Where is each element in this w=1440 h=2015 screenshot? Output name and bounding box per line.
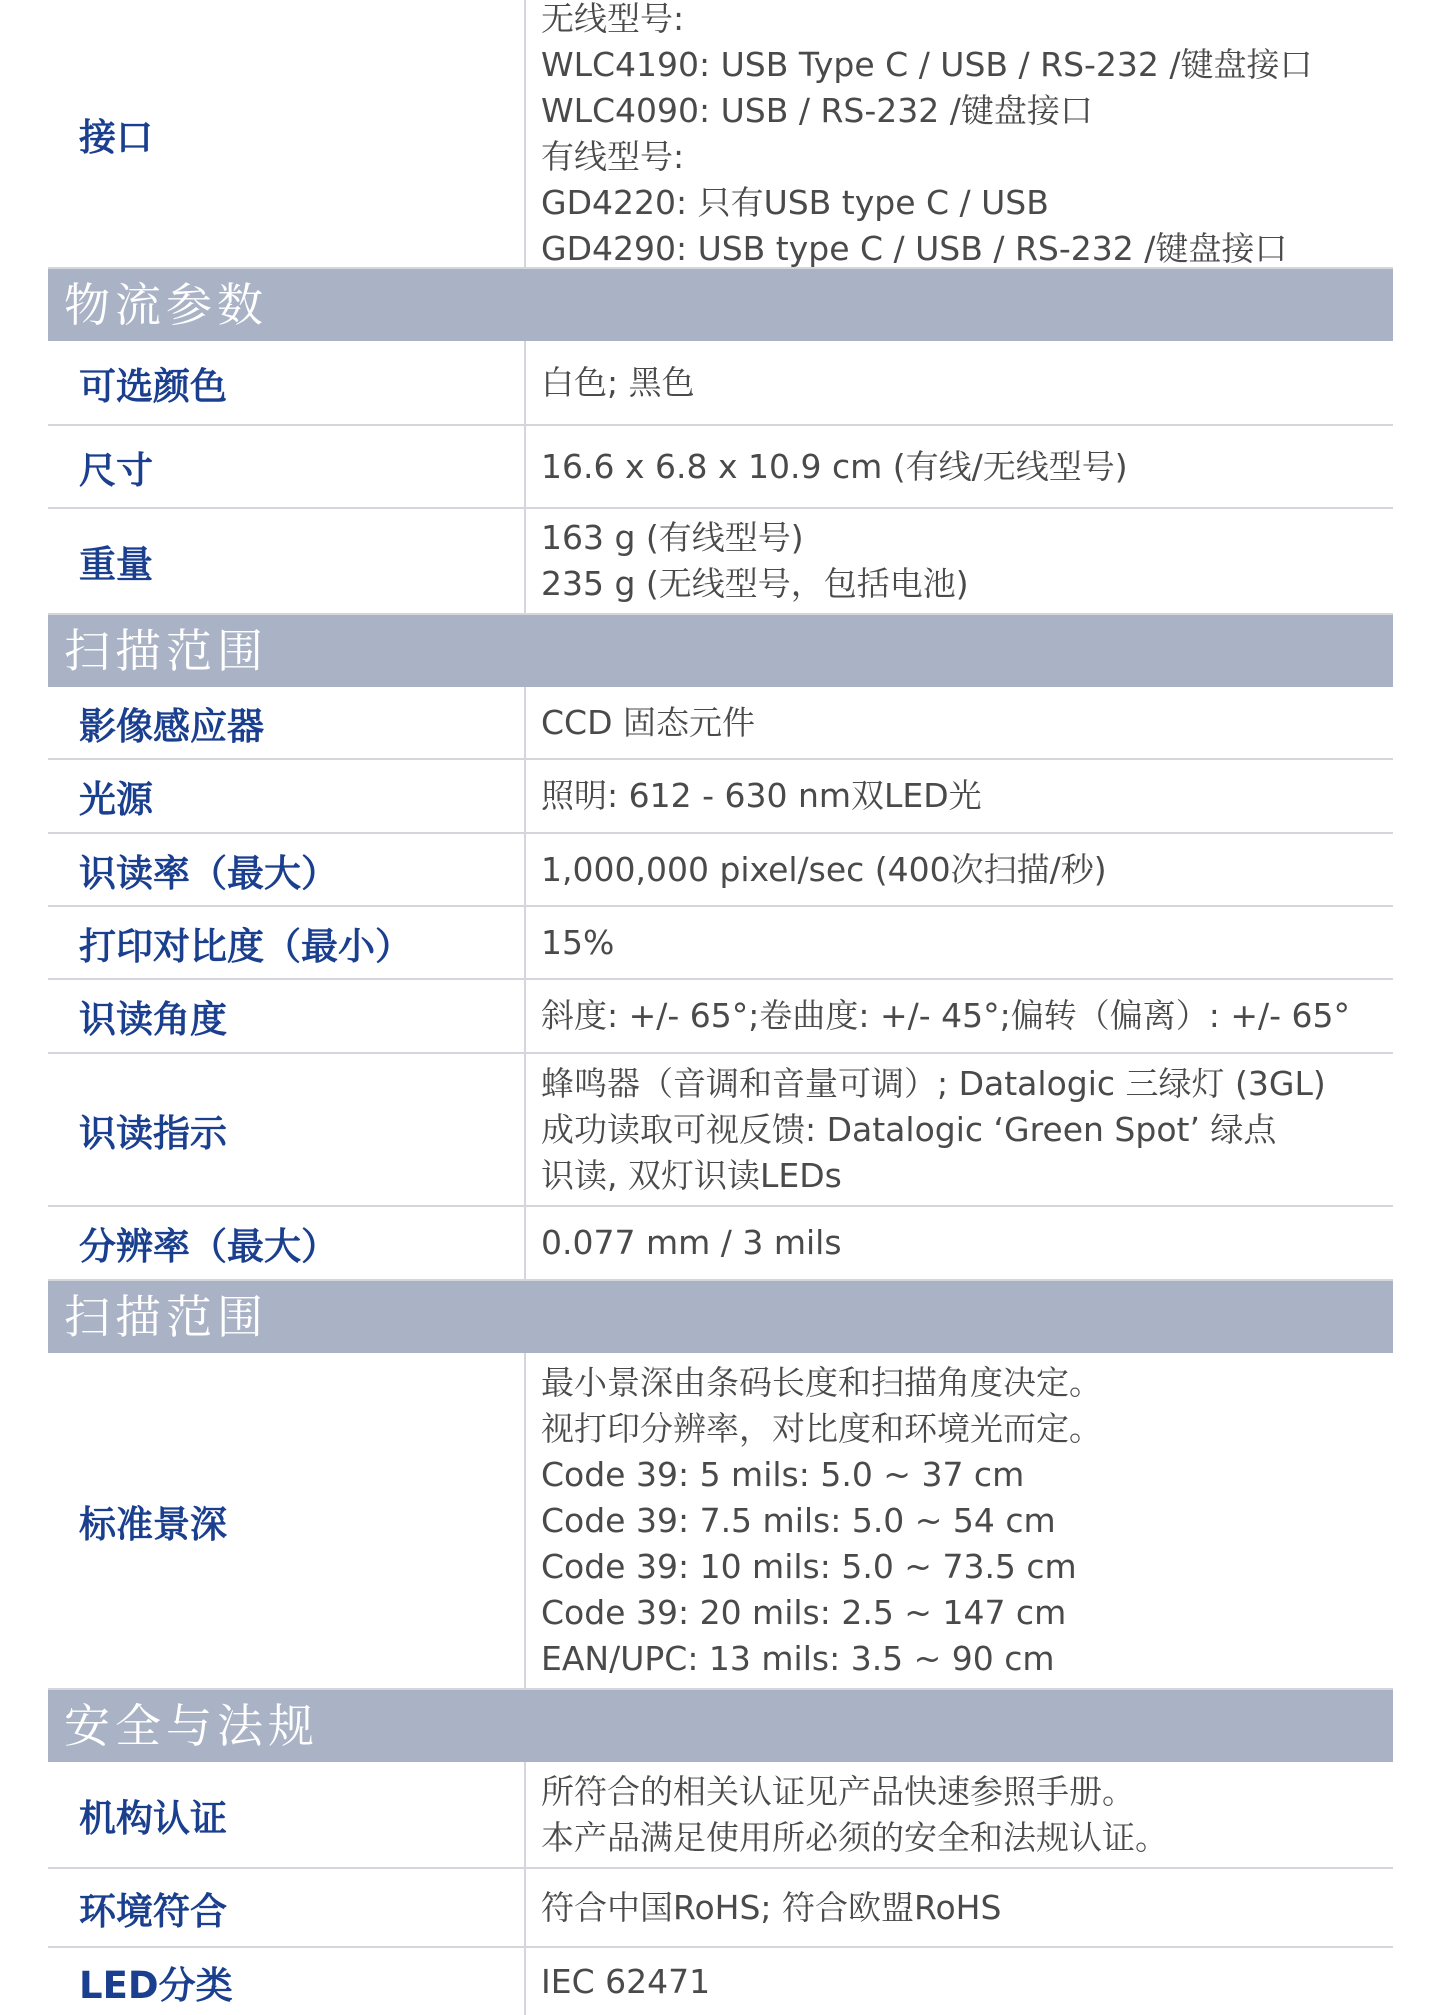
spec-row [48,1762,1393,1869]
spec-value [526,907,1393,978]
spec-label: 分辨率（最大） [48,1207,526,1279]
spec-label: 接口 [48,0,526,267]
spec-label: 光源 [48,760,526,832]
spec-row [48,0,1393,269]
spec-value [526,426,1393,507]
spec-value-line: WLC4190: USB Type C / USB / RS-232 /键盘接口 [541,44,1313,84]
spec-value-line: 235 g (无线型号，包括电池) [541,564,969,603]
spec-value-line: 1,000,000 pixel/sec (400次扫描/秒) [541,849,1107,889]
spec-value [526,1869,1393,1946]
spec-value-line: 最小景深由条码长度和扫描角度决定。 [541,1362,1102,1402]
spec-value-line: Code 39: 10 mils: 5.0 ~ 73.5 cm [541,1546,1077,1586]
section-header [48,615,1393,687]
spec-row [48,1207,1393,1281]
spec-row [48,1353,1393,1690]
spec-value-line: 所符合的相关认证见产品快速参照手册。 [541,1771,1135,1811]
spec-row [48,1948,1393,2015]
section-title: 扫描范围 [64,624,268,678]
section-title: 安全与法规 [64,1699,319,1753]
spec-value-line: 蜂鸣器（音调和音量可调）; Datalogic 三绿灯 (3GL) [541,1063,1326,1103]
spec-value-line: GD4290: USB type C / USB / RS-232 /键盘接口 [541,228,1288,268]
spec-value [526,509,1393,613]
spec-label: 标准景深 [48,1353,526,1688]
spec-row [48,509,1393,615]
spec-row [48,760,1393,834]
spec-value [526,1948,1393,2015]
spec-row [48,687,1393,760]
spec-value [526,1207,1393,1279]
section-header [48,269,1393,341]
spec-value-line: EAN/UPC: 13 mils: 3.5 ~ 90 cm [541,1638,1055,1678]
spec-value [526,341,1393,424]
spec-label: LED分类 [48,1948,526,2015]
spec-value-line: 有线型号: [541,136,685,176]
spec-value [526,687,1393,758]
spec-row [48,980,1393,1054]
spec-row [48,1054,1393,1207]
spec-value [526,760,1393,832]
spec-label: 识读角度 [48,980,526,1052]
spec-value-line: 无线型号: [541,0,685,38]
spec-label: 识读率（最大） [48,834,526,905]
spec-value-line: Code 39: 20 mils: 2.5 ~ 147 cm [541,1592,1067,1632]
spec-table [48,0,1393,2015]
spec-value [526,0,1393,267]
spec-value-line: 斜度: +/- 65°;卷曲度: +/- 45°;偏转（偏离）: +/- 65° [541,996,1351,1035]
spec-label: 打印对比度（最小） [48,907,526,978]
spec-value [526,1054,1393,1205]
spec-label: 机构认证 [48,1762,526,1867]
spec-row [48,1869,1393,1948]
spec-value-line: 照明: 612 - 630 nm双LED光 [541,776,982,815]
spec-value-line: 识读, 双灯识读LEDs [541,1155,842,1195]
spec-value-line: Code 39: 7.5 mils: 5.0 ~ 54 cm [541,1500,1056,1540]
spec-value-line: 本产品满足使用所必须的安全和法规认证。 [541,1817,1168,1857]
spec-label: 环境符合 [48,1869,526,1946]
spec-value-line: 163 g (有线型号) [541,518,804,557]
spec-row [48,341,1393,426]
spec-value-line: IEC 62471 [541,1961,711,2001]
section-title: 扫描范围 [64,1290,268,1344]
spec-value [526,834,1393,905]
spec-value-line: 0.077 mm / 3 mils [541,1223,842,1262]
spec-value-line: GD4220: 只有USB type C / USB [541,182,1049,222]
section-header [48,1281,1393,1353]
spec-value-line: 15% [541,922,615,962]
spec-value [526,1762,1393,1867]
spec-row [48,426,1393,509]
spec-value-line: Code 39: 5 mils: 5.0 ~ 37 cm [541,1454,1025,1494]
spec-value-line: 视打印分辨率，对比度和环境光而定。 [541,1408,1102,1448]
spec-value [526,980,1393,1052]
spec-value-line: 成功读取可视反馈: Datalogic ‘Green Spot’ 绿点 [541,1109,1277,1149]
spec-label: 影像感应器 [48,687,526,758]
section-title: 物流参数 [64,278,268,332]
spec-label: 可选颜色 [48,341,526,424]
spec-value-line: 白色; 黑色 [541,362,695,402]
section-header [48,1690,1393,1762]
spec-value-line: 符合中国RoHS; 符合欧盟RoHS [541,1887,1002,1927]
spec-label: 尺寸 [48,426,526,507]
spec-label: 重量 [48,509,526,613]
spec-value-line: CCD 固态元件 [541,702,755,742]
spec-row [48,834,1393,907]
spec-label: 识读指示 [48,1054,526,1205]
spec-value-line: 16.6 x 6.8 x 10.9 cm (有线/无线型号) [541,446,1128,486]
spec-row [48,907,1393,980]
spec-value-line: WLC4090: USB / RS-232 /键盘接口 [541,90,1093,130]
spec-value [526,1353,1393,1688]
